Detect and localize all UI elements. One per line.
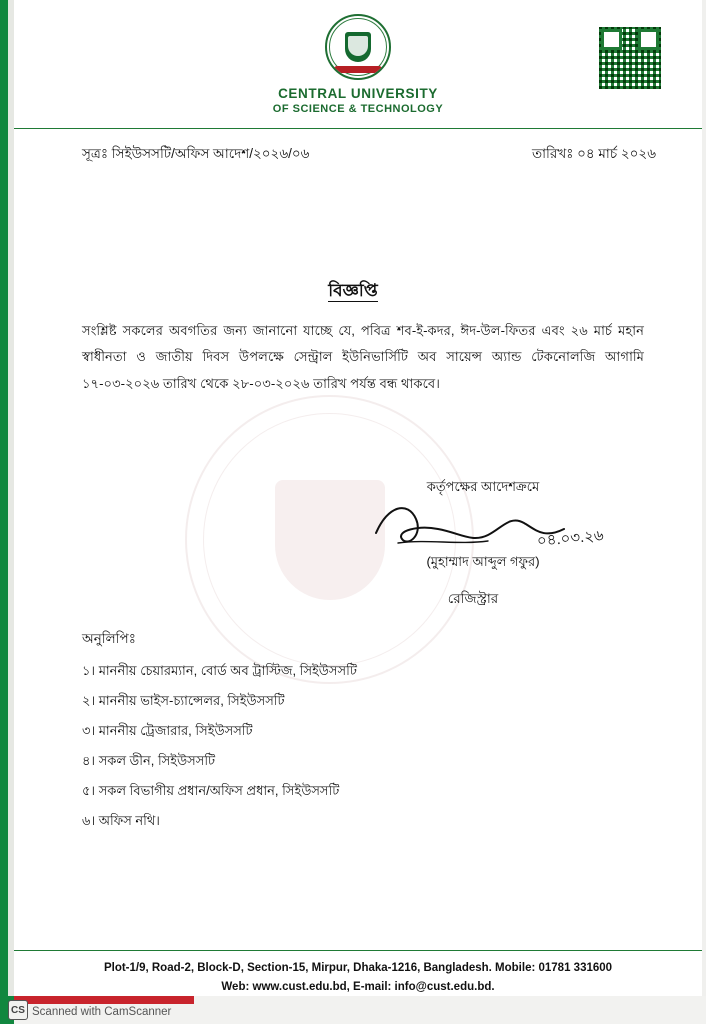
signature-date: ০৪.০৩.২৬: [536, 527, 605, 550]
reference-line: [82, 143, 656, 166]
signatory-name: (মুহাম্মাদ আব্দুল গফুর): [426, 554, 540, 569]
scanner-watermark-bar: [0, 996, 706, 1024]
crest-band: [334, 66, 381, 73]
list-item: ৪। সকল ডীন, সিইউসসটি: [82, 753, 216, 768]
copy-list: [82, 662, 357, 842]
document-title: [0, 278, 706, 306]
memo-number: সূত্রঃ সিইউসসটি/অফিস আদেশ/২০২৬/০৬: [82, 146, 310, 161]
copy-list-heading: অনুলিপিঃ: [82, 631, 136, 646]
camscanner-label: Scanned with CamScanner: [32, 1006, 172, 1018]
notice-body: সংশ্লিষ্ট সকলের অবগতির জন্য জানানো যাচ্ছে যে, পবিত্র শব-ই-কদর, ঈদ-উল-ফিতর এবং ২৬ মার্চ মহান স্বাধীনতা ও জাতীয় দিবস উপলক্ষে সেন্ট্রাল ইউনিভার্সিটি অব সায়েন্স অ্যান্ড টেকনোলজি আগামি ১৭-০৩-২০২৬ তারিখ থেকে ২৮-০৩-২০২৬ তারিখ পর্যন্ত বন্ধ থাকবে।: [82, 323, 644, 391]
letterhead-header: [14, 0, 702, 129]
scan-edge-strip-left: [0, 0, 14, 996]
signatory-designation: রেজিস্ট্রার: [447, 591, 499, 606]
university-crest-icon: [325, 14, 391, 80]
crest-shield: [345, 32, 371, 62]
by-order-text: কর্তৃপক্ষের আদেশক্রমে: [426, 479, 540, 494]
university-name: [273, 86, 443, 115]
memo-date: তারিখঃ ০৪ মার্চ ২০২৬: [532, 146, 656, 161]
scan-edge-strip-right: [702, 0, 706, 996]
footer-web-email: Web: www.cust.edu.bd, E-mail: info@cust.edu.bd.: [221, 980, 495, 993]
university-name-line1: CENTRAL UNIVERSITY: [278, 86, 438, 101]
bottom-red-stripe: [14, 996, 194, 1004]
letterhead-footer: [14, 950, 702, 996]
qr-code-icon: [598, 26, 662, 90]
document-title-text: বিজ্ঞপ্তি: [328, 281, 378, 300]
handwritten-signature: [368, 499, 605, 553]
list-item: ১। মাননীয় চেয়ারম্যান, বোর্ড অব ট্রাস্টিজ, সিইউসসটি: [82, 663, 357, 678]
list-item: ৩। মাননীয় ট্রেজারার, সিইউসসটি: [82, 723, 253, 738]
list-item: ৬। অফিস নথি।: [82, 813, 160, 828]
footer-address: Plot-1/9, Road-2, Block-D, Section-15, Mirpur, Dhaka-1216, Bangladesh. Mobile: 01781 331600: [103, 962, 613, 975]
list-item: ৫। সকল বিভাগীয় প্রধান/অফিস প্রধান, সিইউসসটি: [82, 783, 340, 798]
list-item: ২। মাননীয় ভাইস-চ্যান্সেলর, সিইউসসটি: [82, 693, 285, 708]
signature-block: [368, 478, 605, 611]
university-name-line2: OF SCIENCE & TECHNOLOGY: [272, 102, 444, 115]
camscanner-badge-icon: CS: [8, 1000, 28, 1020]
scan-edge-inner: [0, 0, 8, 996]
